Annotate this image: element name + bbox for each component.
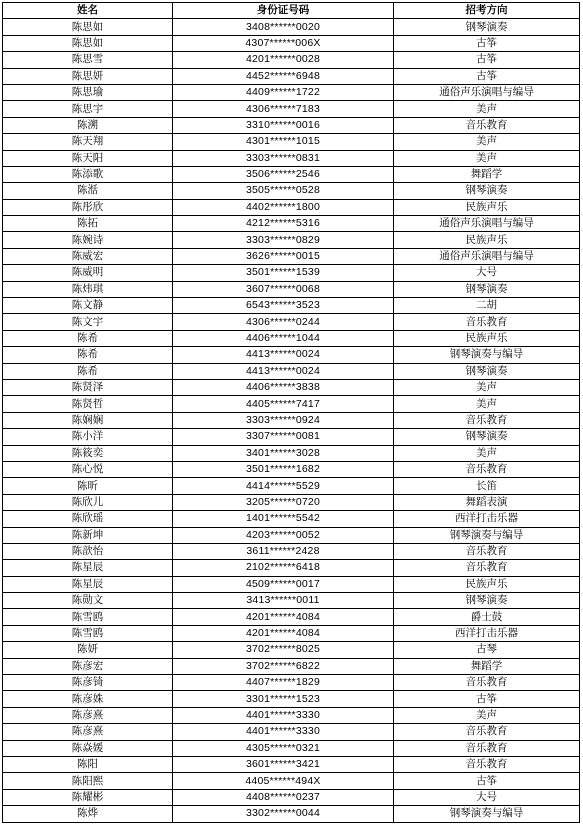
cell-major: 音乐教育 — [394, 675, 580, 691]
table-row — [3, 52, 580, 68]
cell-name: 陈雪鸥 — [3, 609, 173, 625]
cell-major: 音乐教育 — [394, 314, 580, 330]
cell-name: 陈思妍 — [3, 68, 173, 84]
table-row — [3, 461, 580, 477]
table-row — [3, 658, 580, 674]
cell-name: 陈添歌 — [3, 166, 173, 182]
table-row — [3, 511, 580, 527]
table-row — [3, 216, 580, 232]
cell-id-number: 4306******7183 — [173, 101, 394, 117]
cell-id-number: 4212******5316 — [173, 216, 394, 232]
cell-name: 陈焱媛 — [3, 740, 173, 756]
table-row — [3, 347, 580, 363]
table-row — [3, 35, 580, 51]
cell-id-number: 4201******0028 — [173, 52, 394, 68]
cell-name: 陈彦熹 — [3, 707, 173, 723]
table-row — [3, 724, 580, 740]
table-row — [3, 101, 580, 117]
cell-name: 陈星辰 — [3, 560, 173, 576]
cell-id-number: 3303******0829 — [173, 232, 394, 248]
cell-major: 长笛 — [394, 478, 580, 494]
cell-name: 陈星辰 — [3, 576, 173, 592]
cell-major: 钢琴演奏 — [394, 183, 580, 199]
cell-id-number: 4201******4084 — [173, 625, 394, 641]
table-row — [3, 445, 580, 461]
cell-id-number: 3702******6822 — [173, 658, 394, 674]
cell-id-number: 4413******0024 — [173, 363, 394, 379]
cell-id-number: 3303******0924 — [173, 412, 394, 428]
cell-major: 古筝 — [394, 773, 580, 789]
cell-id-number: 3501******1682 — [173, 461, 394, 477]
cell-major: 钢琴演奏与编导 — [394, 527, 580, 543]
cell-id-number: 4408******0237 — [173, 789, 394, 805]
cell-id-number: 3301******1523 — [173, 691, 394, 707]
cell-major: 钢琴演奏与编导 — [394, 347, 580, 363]
table-row — [3, 248, 580, 264]
table-row — [3, 593, 580, 609]
table-row — [3, 166, 580, 182]
cell-id-number: 3307******0081 — [173, 429, 394, 445]
cell-major: 钢琴演奏与编导 — [394, 806, 580, 822]
cell-major: 美声 — [394, 379, 580, 395]
cell-major: 舞蹈学 — [394, 166, 580, 182]
cell-major: 音乐教育 — [394, 412, 580, 428]
table-row — [3, 183, 580, 199]
cell-name: 陈欣儿 — [3, 494, 173, 510]
cell-id-number: 4301******1015 — [173, 134, 394, 150]
table-row — [3, 429, 580, 445]
cell-id-number: 3401******3028 — [173, 445, 394, 461]
cell-major: 钢琴演奏 — [394, 281, 580, 297]
table-row — [3, 609, 580, 625]
cell-major: 通俗声乐演唱与编导 — [394, 84, 580, 100]
cell-name: 陈勋文 — [3, 593, 173, 609]
table-row — [3, 84, 580, 100]
table-row — [3, 68, 580, 84]
table-row — [3, 707, 580, 723]
cell-major: 美声 — [394, 134, 580, 150]
cell-major: 舞蹈学 — [394, 658, 580, 674]
cell-id-number: 4306******0244 — [173, 314, 394, 330]
cell-name: 陈思宇 — [3, 101, 173, 117]
cell-major: 美声 — [394, 150, 580, 166]
table-row — [3, 232, 580, 248]
cell-id-number: 3506******2546 — [173, 166, 394, 182]
table-row — [3, 265, 580, 281]
cell-id-number: 3702******8025 — [173, 642, 394, 658]
cell-id-number: 4305******0321 — [173, 740, 394, 756]
cell-id-number: 3601******3421 — [173, 756, 394, 772]
cell-name: 陈小洋 — [3, 429, 173, 445]
cell-major: 通俗声乐演唱与编导 — [394, 216, 580, 232]
cell-major: 音乐教育 — [394, 543, 580, 559]
table-row — [3, 560, 580, 576]
header-major: 招考方向 — [394, 3, 580, 19]
cell-major: 舞蹈表演 — [394, 494, 580, 510]
cell-name: 陈希 — [3, 363, 173, 379]
table-row — [3, 576, 580, 592]
table-row — [3, 642, 580, 658]
cell-name: 陈雪鸥 — [3, 625, 173, 641]
cell-major: 通俗声乐演唱与编导 — [394, 248, 580, 264]
table-header-row — [3, 3, 580, 19]
cell-name: 陈贤哲 — [3, 396, 173, 412]
table-row — [3, 527, 580, 543]
cell-id-number: 3607******0068 — [173, 281, 394, 297]
cell-name: 陈阳 — [3, 756, 173, 772]
cell-name: 陈阳熙 — [3, 773, 173, 789]
cell-name: 陈文静 — [3, 298, 173, 314]
cell-name: 陈威明 — [3, 265, 173, 281]
cell-id-number: 3302******0044 — [173, 806, 394, 822]
cell-major: 音乐教育 — [394, 560, 580, 576]
cell-major: 民族声乐 — [394, 232, 580, 248]
cell-id-number: 3501******1539 — [173, 265, 394, 281]
cell-name: 陈贤泽 — [3, 379, 173, 395]
cell-id-number: 4452******6948 — [173, 68, 394, 84]
table-row — [3, 117, 580, 133]
cell-name: 陈思如 — [3, 19, 173, 35]
cell-major: 爵士鼓 — [394, 609, 580, 625]
cell-name: 陈思雪 — [3, 52, 173, 68]
cell-major: 民族声乐 — [394, 330, 580, 346]
cell-major: 古筝 — [394, 35, 580, 51]
cell-id-number: 3303******0831 — [173, 150, 394, 166]
cell-major: 大号 — [394, 265, 580, 281]
cell-id-number: 4406******1044 — [173, 330, 394, 346]
cell-name: 陈彤欣 — [3, 199, 173, 215]
header-name: 姓名 — [3, 3, 173, 19]
cell-id-number: 4201******4084 — [173, 609, 394, 625]
table-row — [3, 691, 580, 707]
cell-major: 钢琴演奏 — [394, 593, 580, 609]
cell-major: 钢琴演奏 — [394, 429, 580, 445]
cell-name: 陈娴娴 — [3, 412, 173, 428]
table-row — [3, 625, 580, 641]
table-row — [3, 199, 580, 215]
cell-name: 陈心悦 — [3, 461, 173, 477]
table-row — [3, 314, 580, 330]
table-row — [3, 773, 580, 789]
cell-name: 陈炜琪 — [3, 281, 173, 297]
table-row — [3, 396, 580, 412]
cell-name: 陈彦宏 — [3, 658, 173, 674]
table-row — [3, 330, 580, 346]
cell-name: 陈拓 — [3, 216, 173, 232]
cell-name: 陈威宏 — [3, 248, 173, 264]
cell-name: 陈思瑜 — [3, 84, 173, 100]
cell-id-number: 4413******0024 — [173, 347, 394, 363]
table-row — [3, 363, 580, 379]
cell-major: 音乐教育 — [394, 740, 580, 756]
cell-name: 陈婉诗 — [3, 232, 173, 248]
cell-major: 西洋打击乐器 — [394, 625, 580, 641]
table-row — [3, 134, 580, 150]
cell-id-number: 4414******5529 — [173, 478, 394, 494]
table-row — [3, 281, 580, 297]
cell-id-number: 3505******0528 — [173, 183, 394, 199]
cell-major: 古筝 — [394, 52, 580, 68]
cell-id-number: 4406******3838 — [173, 379, 394, 395]
candidate-table — [2, 2, 580, 823]
cell-name: 陈思如 — [3, 35, 173, 51]
table-row — [3, 675, 580, 691]
cell-name: 陈天阳 — [3, 150, 173, 166]
table-row — [3, 298, 580, 314]
cell-name: 陈天翔 — [3, 134, 173, 150]
cell-id-number: 4402******1800 — [173, 199, 394, 215]
table-row — [3, 740, 580, 756]
cell-name: 陈彦熹 — [3, 724, 173, 740]
cell-id-number: 4203******0052 — [173, 527, 394, 543]
cell-major: 二胡 — [394, 298, 580, 314]
table-row — [3, 543, 580, 559]
cell-major: 大号 — [394, 789, 580, 805]
cell-major: 钢琴演奏 — [394, 19, 580, 35]
cell-id-number: 3413******0011 — [173, 593, 394, 609]
cell-major: 音乐教育 — [394, 117, 580, 133]
cell-major: 美声 — [394, 707, 580, 723]
cell-name: 陈烨 — [3, 806, 173, 822]
cell-name: 陈筱奕 — [3, 445, 173, 461]
cell-major: 音乐教育 — [394, 461, 580, 477]
cell-name: 陈希 — [3, 330, 173, 346]
cell-name: 陈文宇 — [3, 314, 173, 330]
cell-major: 钢琴演奏 — [394, 363, 580, 379]
cell-major: 音乐教育 — [394, 756, 580, 772]
cell-id-number: 2102******6418 — [173, 560, 394, 576]
cell-name: 陈彦锜 — [3, 675, 173, 691]
cell-name: 陈欣瑶 — [3, 511, 173, 527]
table-row — [3, 150, 580, 166]
cell-id-number: 6543******3523 — [173, 298, 394, 314]
cell-id-number: 3310******0016 — [173, 117, 394, 133]
table-row — [3, 478, 580, 494]
cell-id-number: 4401******3330 — [173, 724, 394, 740]
header-id-number: 身份证号码 — [173, 3, 394, 19]
cell-name: 陈妍 — [3, 642, 173, 658]
table-row — [3, 412, 580, 428]
table-body — [3, 19, 580, 822]
cell-name: 陈溯 — [3, 117, 173, 133]
cell-id-number: 4405******494X — [173, 773, 394, 789]
cell-major: 美声 — [394, 101, 580, 117]
cell-name: 陈希 — [3, 347, 173, 363]
table-row — [3, 806, 580, 822]
cell-major: 西洋打击乐器 — [394, 511, 580, 527]
table-row — [3, 789, 580, 805]
cell-major: 民族声乐 — [394, 199, 580, 215]
cell-name: 陈湉 — [3, 183, 173, 199]
cell-name: 陈彦姝 — [3, 691, 173, 707]
cell-name: 陈歆怡 — [3, 543, 173, 559]
table-row — [3, 379, 580, 395]
cell-id-number: 4405******7417 — [173, 396, 394, 412]
cell-id-number: 1401******5542 — [173, 511, 394, 527]
cell-id-number: 3611******2428 — [173, 543, 394, 559]
cell-id-number: 4409******1722 — [173, 84, 394, 100]
table-row — [3, 494, 580, 510]
table-row — [3, 19, 580, 35]
cell-id-number: 4307******006X — [173, 35, 394, 51]
cell-id-number: 4401******3330 — [173, 707, 394, 723]
cell-major: 古琴 — [394, 642, 580, 658]
cell-name: 陈耀彬 — [3, 789, 173, 805]
cell-id-number: 3408******0020 — [173, 19, 394, 35]
cell-major: 古筝 — [394, 691, 580, 707]
cell-id-number: 3205******0720 — [173, 494, 394, 510]
cell-major: 民族声乐 — [394, 576, 580, 592]
cell-name: 陈新坤 — [3, 527, 173, 543]
cell-major: 美声 — [394, 396, 580, 412]
cell-major: 古筝 — [394, 68, 580, 84]
cell-id-number: 3626******0015 — [173, 248, 394, 264]
table-row — [3, 756, 580, 772]
cell-major: 音乐教育 — [394, 724, 580, 740]
cell-name: 陈昕 — [3, 478, 173, 494]
cell-id-number: 4407******1829 — [173, 675, 394, 691]
cell-major: 美声 — [394, 445, 580, 461]
cell-id-number: 4509******0017 — [173, 576, 394, 592]
